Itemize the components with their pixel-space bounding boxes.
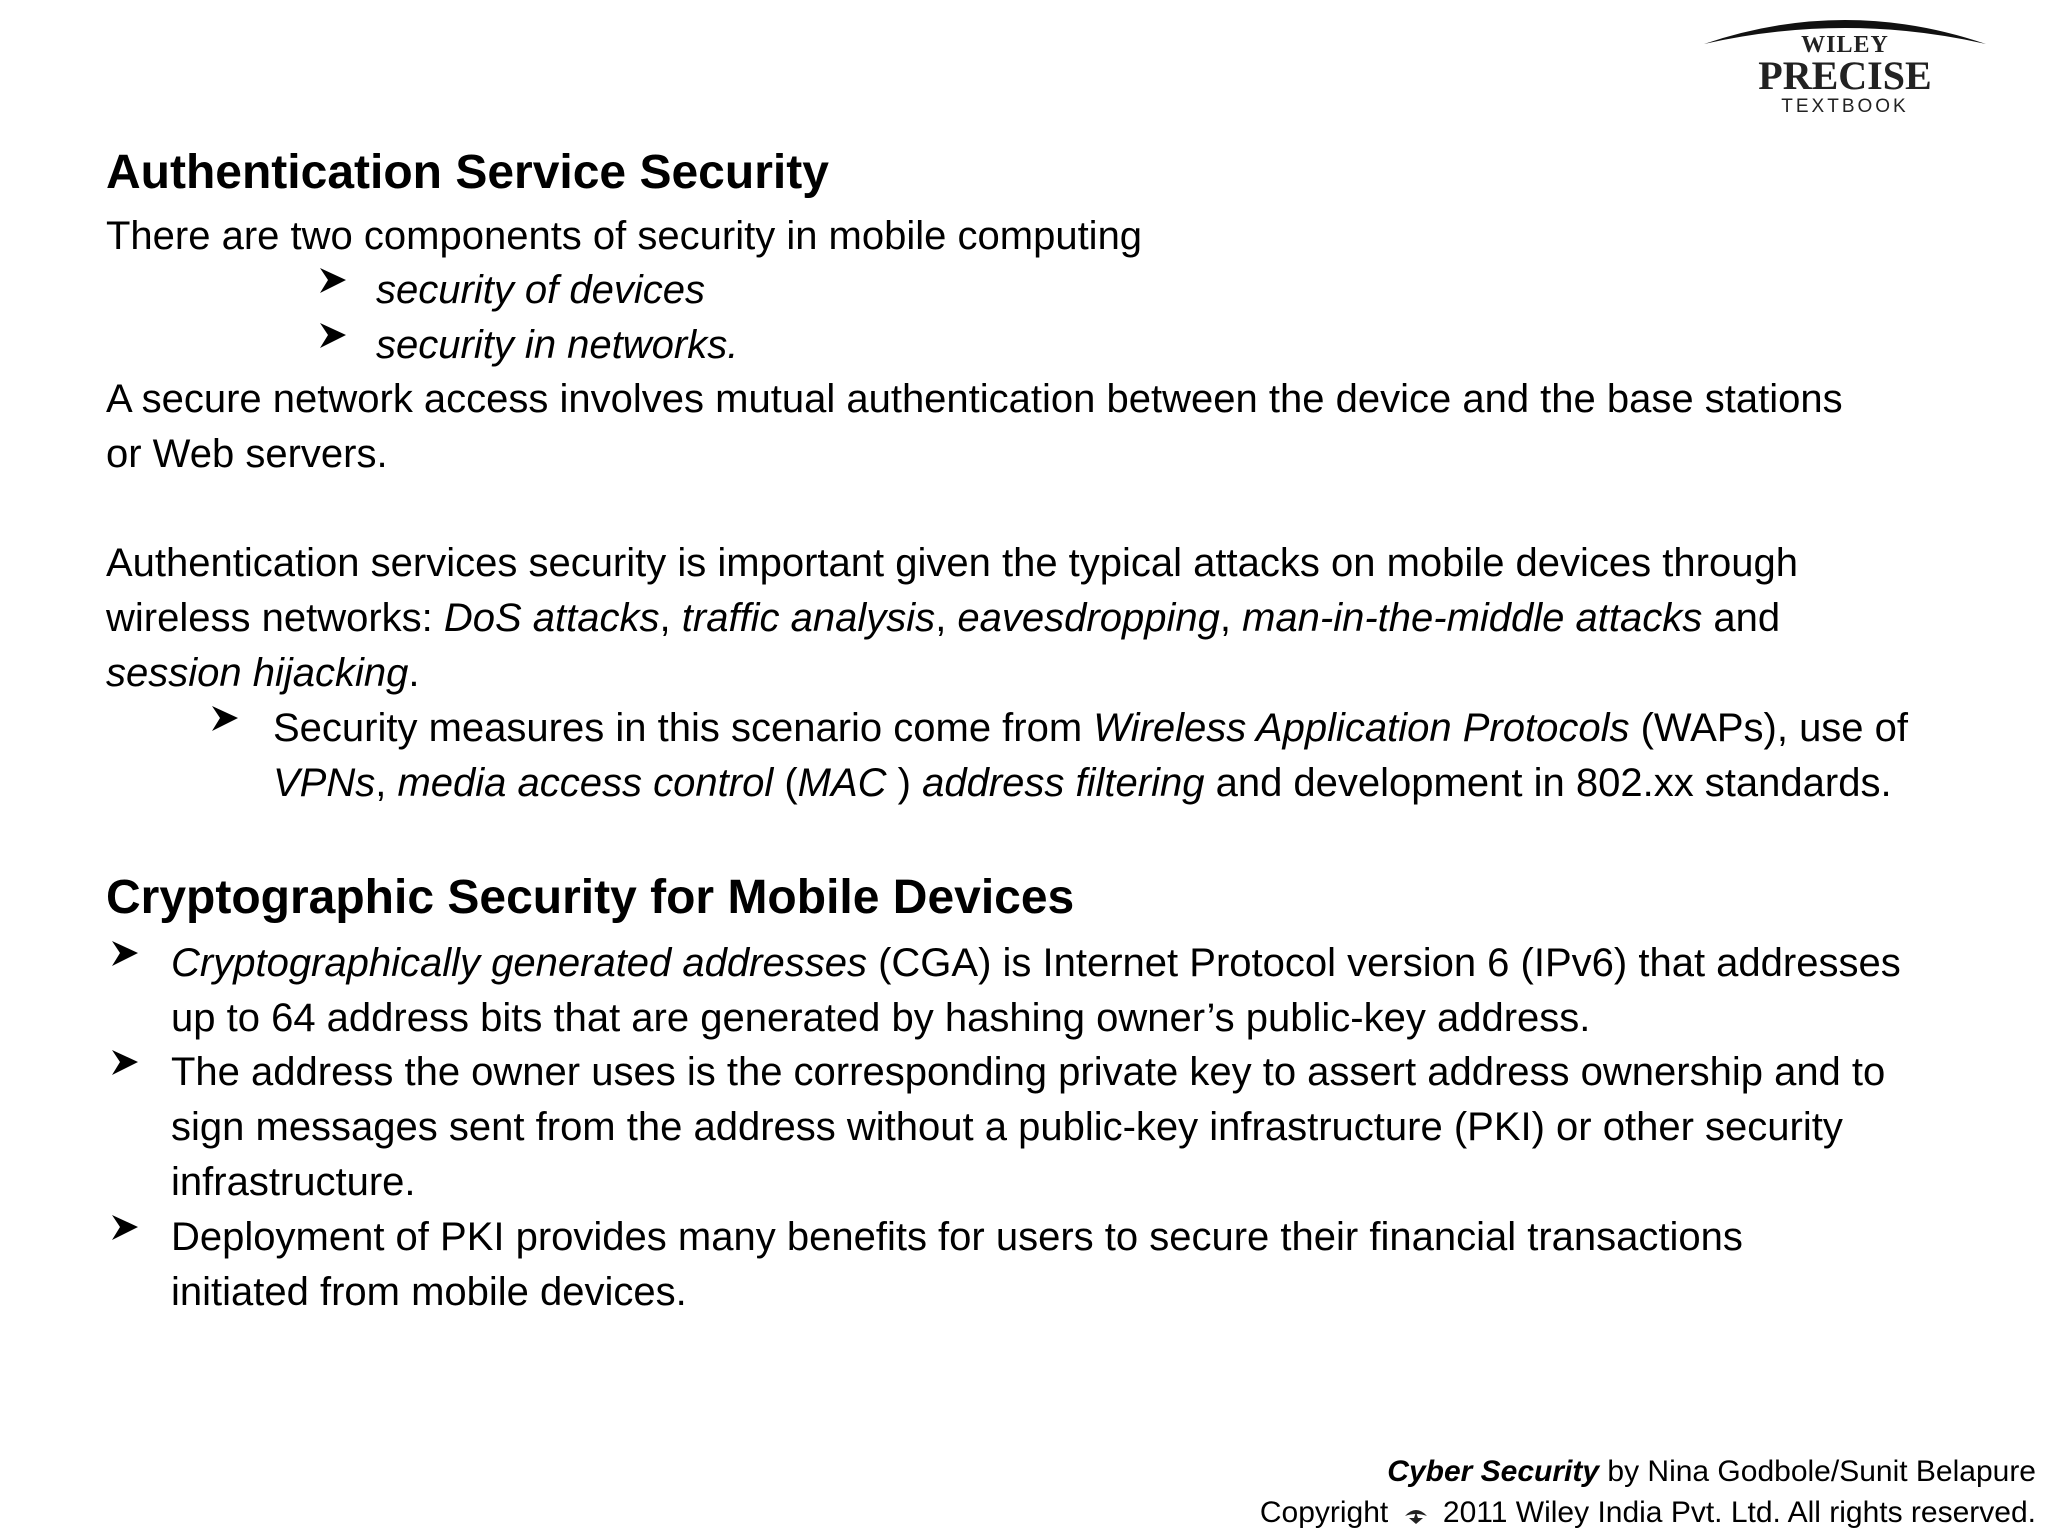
bullet-address-owner-cont: infrastructure. — [171, 1160, 416, 1204]
text-run: and development in 802.xx standards. — [1204, 761, 1892, 805]
section-heading-cryptographic: Cryptographic Security for Mobile Devices — [106, 871, 1075, 924]
text-run: , — [935, 596, 958, 640]
text-run: (CGA) is Internet Protocol version 6 (IPv6) that addresses — [866, 941, 1901, 985]
term-eavesdropping: eavesdropping — [957, 596, 1220, 640]
term-cga: Cryptographically generated addresses — [171, 941, 867, 985]
footer-copyright-suffix: 2011 Wiley India Pvt. Ltd. All rights reserved. — [1434, 1496, 2036, 1529]
text-run: . — [408, 651, 420, 695]
footer-copyright — [1260, 1495, 2036, 1531]
paragraph-line: Authentication services security is important given the typical attacks on mobile devices through — [106, 541, 1798, 585]
logo-precise-text: PRECISE — [1758, 53, 1932, 98]
arrow-bullet-icon — [110, 939, 140, 969]
text-run: (WAPs), use of — [1629, 706, 1909, 750]
bullet-address-owner: The address the owner uses is the corresponding private key to assert address ownership and to — [171, 1050, 1886, 1094]
term-mac: media access control — [397, 761, 774, 805]
text-run: ) — [886, 761, 923, 805]
text-run: , — [659, 596, 682, 640]
section-heading-authentication: Authentication Service Security — [106, 146, 829, 199]
footer-copyright-prefix: Copyright — [1259, 1496, 1397, 1529]
copyright-symbol-icon — [1401, 1500, 1431, 1526]
term-session-hijacking: session hijacking — [106, 651, 409, 695]
text-run: , — [375, 761, 398, 805]
term-wap: Wireless Application Protocols — [1093, 706, 1630, 750]
footer-book-title: Cyber Security — [1387, 1455, 1600, 1488]
arrow-bullet-icon — [318, 266, 348, 296]
bullet-pki-cont: initiated from mobile devices. — [171, 1270, 687, 1314]
text-run: wireless networks: — [106, 596, 444, 640]
wiley-precise-logo — [1700, 8, 1990, 118]
bullet-security-measures-cont — [273, 759, 1892, 807]
bullet-cga — [171, 939, 1901, 987]
bullet-cga-cont: up to 64 address bits that are generated by hashing owner’s public-key address. — [171, 996, 1591, 1040]
arrow-bullet-icon — [210, 704, 240, 734]
term-address-filtering: address filtering — [922, 761, 1205, 805]
bullet-security-measures — [273, 704, 1908, 752]
arrow-bullet-icon — [110, 1048, 140, 1078]
term-traffic-analysis: traffic analysis — [681, 596, 936, 640]
text-run: and — [1702, 596, 1781, 640]
logo-textbook-text: TEXTBOOK — [1781, 96, 1909, 117]
term-mac-abbr: MAC — [797, 761, 887, 805]
intro-text: There are two components of security in mobile computing — [106, 214, 1143, 258]
sub-bullet-devices: security of devices — [376, 268, 706, 312]
term-vpns: VPNs — [273, 761, 376, 805]
term-mitm-attacks: man-in-the-middle attacks — [1242, 596, 1703, 640]
paragraph-line: A secure network access involves mutual authentication between the device and the base stations — [106, 377, 1843, 421]
logo-wiley-text: WILEY — [1801, 32, 1889, 58]
text-run: ( — [773, 761, 798, 805]
text-run: , — [1219, 596, 1243, 640]
bullet-address-owner-cont: sign messages sent from the address without a public-key infrastructure (PKI) or other security — [171, 1105, 1843, 1149]
arrow-bullet-icon — [318, 321, 348, 351]
bullet-pki: Deployment of PKI provides many benefits for users to secure their financial transactions — [171, 1215, 1743, 1259]
paragraph-line: or Web servers. — [106, 432, 388, 476]
arrow-bullet-icon — [110, 1213, 140, 1243]
paragraph-line — [106, 649, 420, 697]
term-dos-attacks: DoS attacks — [443, 596, 660, 640]
footer-book-credit — [1387, 1454, 2036, 1490]
sub-bullet-networks: security in networks. — [376, 323, 739, 367]
footer-authors: by Nina Godbole/Sunit Belapure — [1599, 1455, 2036, 1488]
paragraph-line — [106, 594, 1780, 642]
text-run: Security measures in this scenario come from — [273, 706, 1094, 750]
